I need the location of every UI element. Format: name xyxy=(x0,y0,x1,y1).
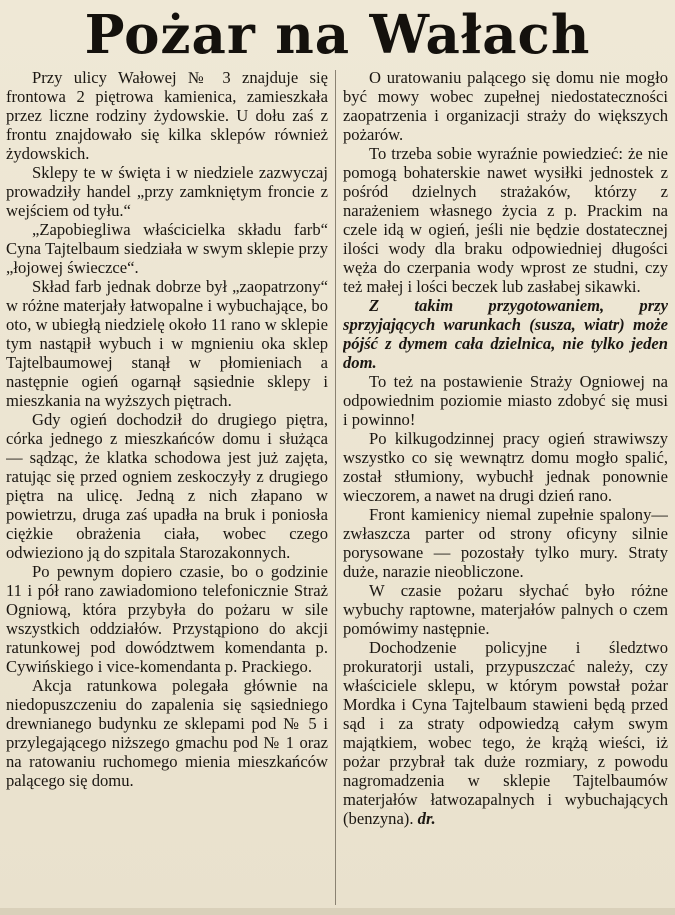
right-column xyxy=(343,68,668,908)
paragraph-text: Dochodzenie policyjne i śledztwo prokuratorji ustali, przypuszczać należy, czy właściciele sklepu, w którym powstał pożar Mordka i Cyna Tajtelbaum stawieni będą przed sąd i za straty odpowiedzą całym swym majątkiem, wobec tego, że krążą wieści, iż pożar przybrał tak duże rozmiary, z powodu nagromadzenia w sklepie Tajtelbaumów materjałów łatwozapalnych i wybuchających (benzyna). xyxy=(343,638,668,828)
paragraph: Gdy ogień dochodził do drugiego piętra, córka jednego z mieszkańców domu i służąca — sądząc, że klatka schodowa jest już zajęta, ratując się przed ogniem zeskoczyły z drugiego piętra na ulicę. Jedną z nich złapano w powietrzu, druga zaś upadła na bruk i poniosła ciężkie obrażenia ciała, wobec czego odwieziono ją do szpitala Starozakonnych. xyxy=(6,410,328,562)
paragraph: Po pewnym dopiero czasie, bo o godzinie 11 i pół rano zawiadomiono telefonicznie Straż Ogniową, która przybyła do pożaru w sile wszystkich oddziałów. Przystąpiono do akcji ratunkowej pod dowództwem komendanta p. Cywińskiego i vice-komendanta p. Prackiego. xyxy=(6,562,328,676)
final-paragraph xyxy=(343,638,668,828)
paragraph: Skład farb jednak dobrze był „zaopatrzony“ w różne materjały łatwopalne i wybuchające, bo oto, w ubiegłą niedzielę około 11 rano w sklepie tym nastąpił wybuch i w mgnieniu oka sklep Tajtelbaumowej stanął w płomieniach a następnie ogień ogarnął sąsiednie sklepy i mieszkania na wyższych piętrach. xyxy=(6,277,328,410)
paragraph: Przy ulicy Wałowej № 3 znajduje się frontowa 2 piętrowa kamienica, zamieszkała przez liczne rodziny żydowskie. U dołu zaś z frontu znajdowało się kilka sklepów również żydowskich. xyxy=(6,68,328,163)
column-divider xyxy=(335,70,336,905)
paragraph: O uratowaniu palącego się domu nie mogło być mowy wobec zupełnej niedostateczności zaopatrzenia i organizacji straży do większych pożarów. xyxy=(343,68,668,144)
italic-emphasis-paragraph: Z takim przygotowaniem, przy sprzyjających warunkach (susza, wiatr) może pójść z dymem cała dzielnica, nie tylko jeden dom. xyxy=(343,296,668,372)
paragraph: To trzeba sobie wyraźnie powiedzieć: że nie pomogą bohaterskie nawet wysiłki jednostek z pośród dzielnych strażaków, którzy z narażeniem własnego życia z p. Prackim na czele idą w ogień, jeśli nie będzie dostatecznej ilości wody dla braku odpowiedniej długości węża do czerpania wody wprost ze studni, czy też małej i lości beczek lub zasłabej sikawki. xyxy=(343,144,668,296)
paragraph: „Zapobiegliwa właścicielka składu farb“ Cyna Tajtelbaum siedziała w swym sklepie przy „łojowej świeczce“. xyxy=(6,220,328,277)
author-signature: dr. xyxy=(417,809,436,828)
paragraph: Sklepy te w święta i w niedziele zazwyczaj prowadziły handel „przy zamkniętym froncie z wejściem od tyłu.“ xyxy=(6,163,328,220)
left-column xyxy=(6,68,328,908)
paragraph: Akcja ratunkowa polegała głównie na niedopuszczeniu do zapalenia się sąsiedniego drewnianego budynku ze sklepami pod № 5 i przylegającego niższego gmachu pod № 1 oraz na ratowaniu ruchomego mienia mieszkańców palącego się domu. xyxy=(6,676,328,790)
paragraph: W czasie pożaru słychać było różne wybuchy raptowne, materjałów palnych o czem pomówimy następnie. xyxy=(343,581,668,638)
paragraph: Front kamienicy niemal zupełnie spalony—zwłaszcza parter od strony oficyny silnie porysowane — pozostały tylko mury. Straty duże, narazie nieobliczone. xyxy=(343,505,668,581)
paragraph: Po kilkugodzinnej pracy ogień strawiwszy wszystko co się wewnątrz domu mogło spalić, został stłumiony, wybuchł jednak ponownie wieczorem, a nawet na drugi dzień rano. xyxy=(343,429,668,505)
page-bottom-edge xyxy=(0,908,675,915)
article-headline: Pożar na Wałach xyxy=(84,4,591,66)
paragraph: To też na postawienie Straży Ogniowej na odpowiednim poziomie miasto zdobyć się musi i powinno! xyxy=(343,372,668,429)
